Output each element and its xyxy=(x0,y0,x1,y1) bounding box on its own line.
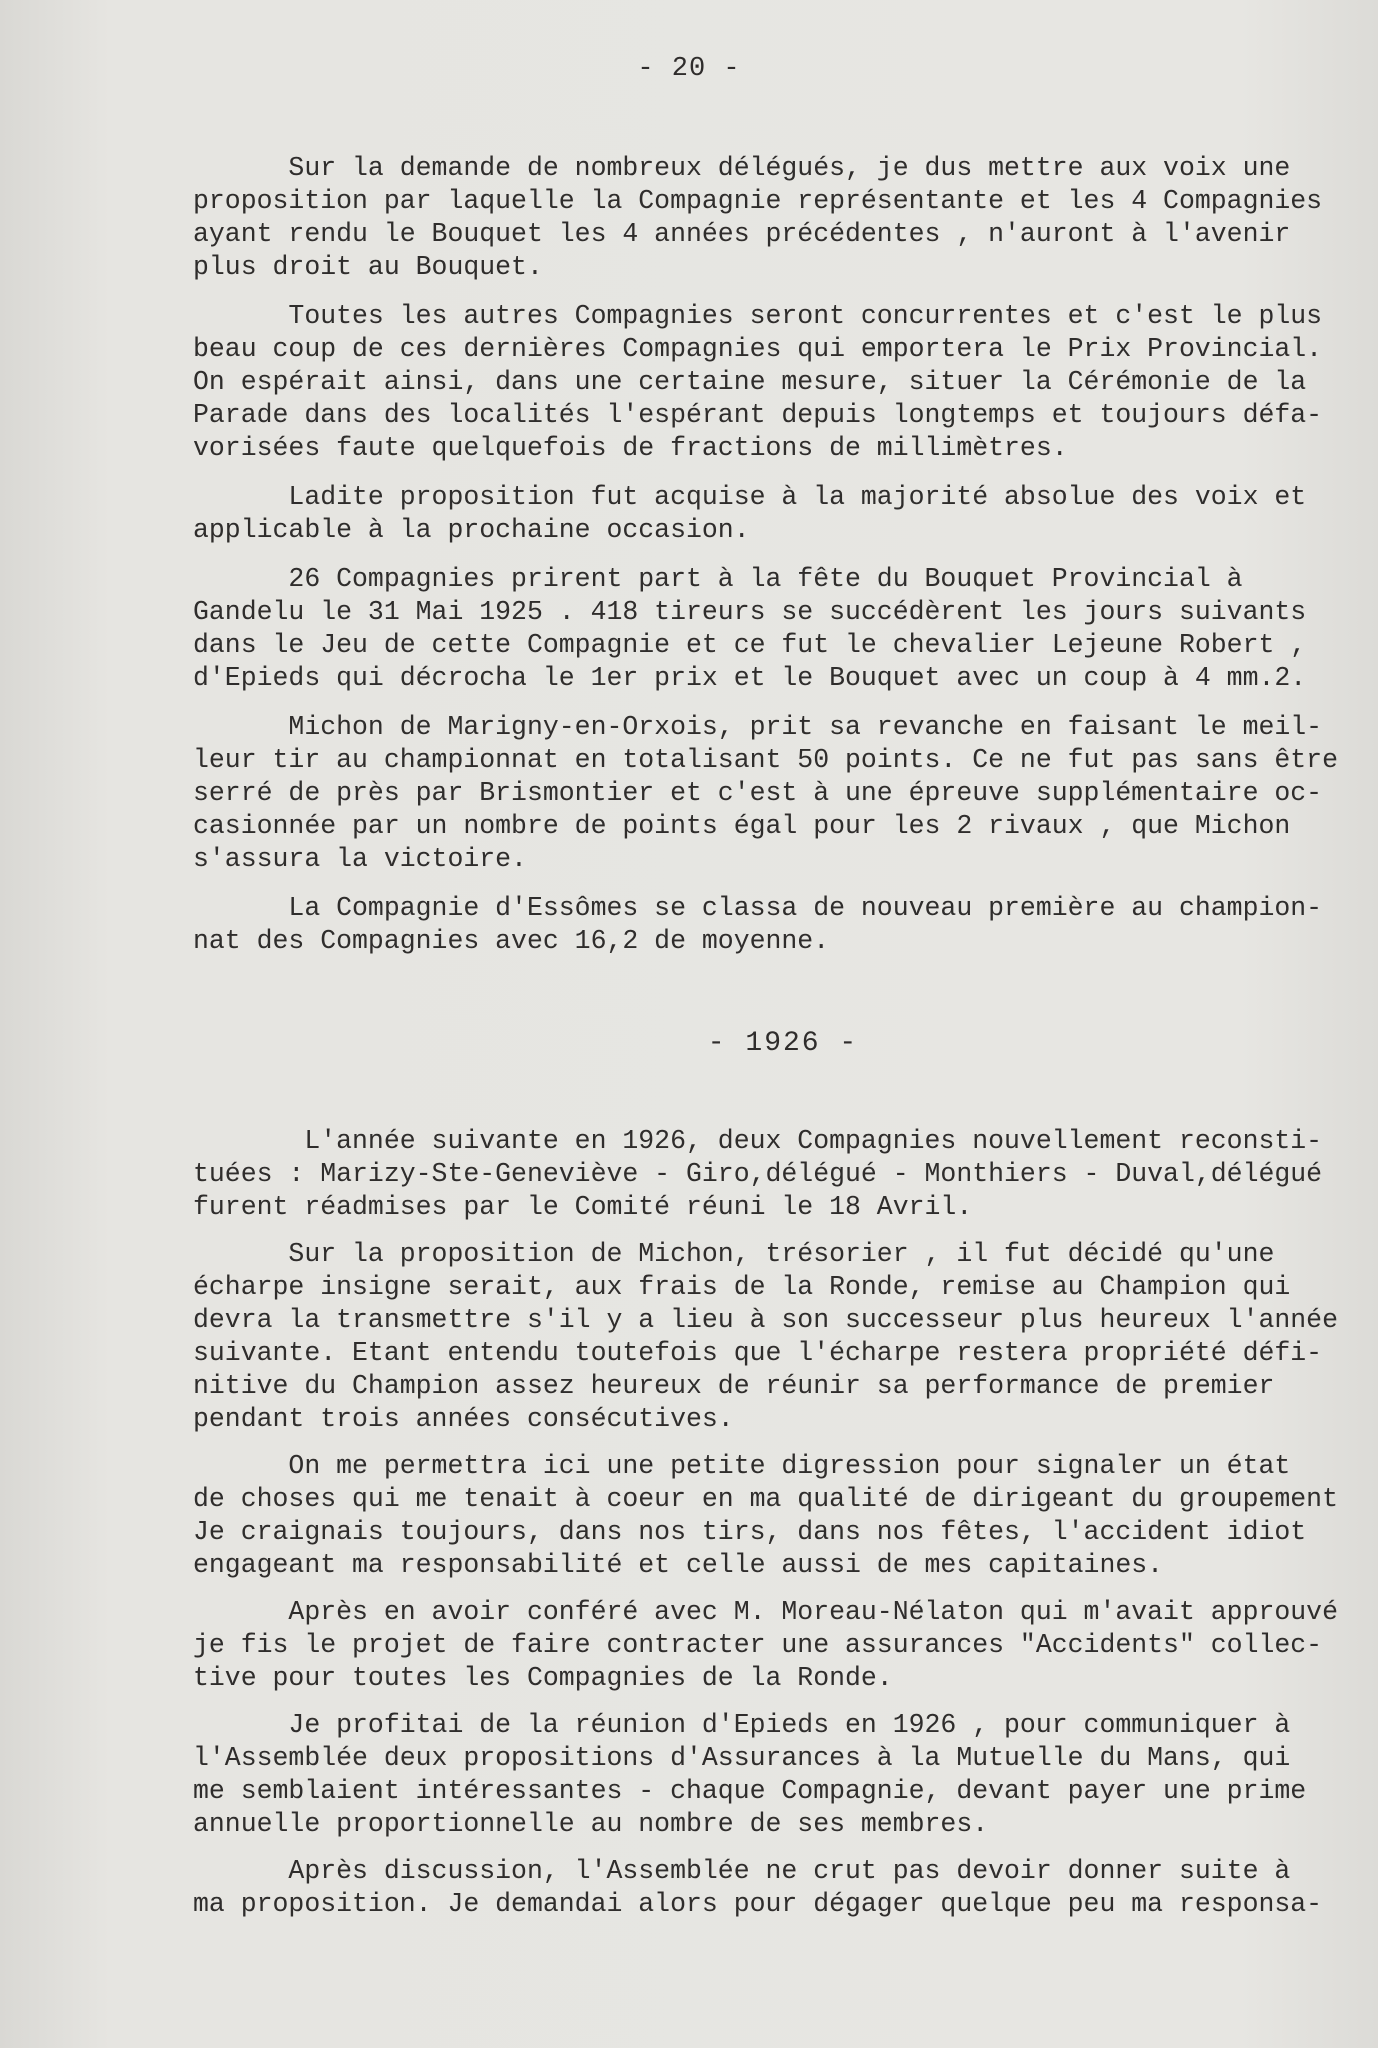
text-line: Gandelu le 31 Mai 1925 . 418 tireurs se succédèrent les jours suivants xyxy=(193,597,1307,627)
text-line: proposition par laquelle la Compagnie représentante et les 4 Compagnies xyxy=(193,186,1323,216)
section-1926 xyxy=(193,1125,1353,1921)
text-line: Michon de Marigny-en-Orxois, prit sa revanche en faisant le meil- xyxy=(193,712,1323,742)
text-line: On me permettra ici une petite digression pour signaler un état xyxy=(193,1451,1291,1481)
text-line: nat des Compagnies avec 16,2 de moyenne. xyxy=(193,926,830,956)
text-line: tive pour toutes les Compagnies de la Ronde. xyxy=(193,1663,893,1693)
text-line: beau coup de ces dernières Compagnies qui emportera le Prix Provincial. xyxy=(193,334,1323,364)
text-line: furent réadmises par le Comité réuni le 18 Avril. xyxy=(193,1192,973,1222)
text-line: Sur la proposition de Michon, trésorier , il fut décidé qu'une xyxy=(193,1239,1275,1269)
text-line: pendant trois années consécutives. xyxy=(193,1404,734,1434)
text-line: La Compagnie d'Essômes se classa de nouveau première au champion- xyxy=(193,893,1323,923)
text-line: de choses qui me tenait à coeur en ma qualité de dirigeant du groupement xyxy=(193,1484,1338,1514)
text-line: Après en avoir conféré avec M. Moreau-Nélaton qui m'avait approuvé xyxy=(193,1597,1338,1627)
text-line: l'Assemblée deux propositions d'Assurances à la Mutuelle du Mans, qui xyxy=(193,1743,1291,1773)
paragraph xyxy=(193,481,1353,547)
text-line: d'Epieds qui décrocha le 1er prix et le Bouquet avec un coup à 4 mm.2. xyxy=(193,663,1307,693)
text-line: écharpe insigne serait, aux frais de la Ronde, remise au Champion qui xyxy=(193,1272,1291,1302)
text-line: Ladite proposition fut acquise à la majorité absolue des voix et xyxy=(193,482,1307,512)
text-line: Je profitai de la réunion d'Epieds en 1926 , pour communiquer à xyxy=(193,1710,1291,1740)
text-line: Je craignais toujours, dans nos tirs, dans nos fêtes, l'accident idiot xyxy=(193,1517,1307,1547)
paragraph xyxy=(193,1450,1353,1582)
text-line: me semblaient intéressantes - chaque Compagnie, devant payer une prime xyxy=(193,1776,1307,1806)
paragraph xyxy=(193,152,1353,284)
text-line: plus droit au Bouquet. xyxy=(193,252,543,282)
text-line: Parade dans des localités l'espérant depuis longtemps et toujours défa- xyxy=(193,400,1323,430)
text-line: applicable à la prochaine occasion. xyxy=(193,515,750,545)
text-line: s'assura la victoire. xyxy=(193,844,527,874)
page-number: - 20 - xyxy=(637,54,741,84)
paragraph xyxy=(193,711,1353,876)
section-1925 xyxy=(193,152,1353,958)
text-line: tuées : Marizy-Ste-Geneviève - Giro,délégué - Monthiers - Duval,délégué xyxy=(193,1159,1323,1189)
paragraph xyxy=(193,1125,1353,1224)
text-line: nitive du Champion assez heureux de réunir sa performance de premier xyxy=(193,1371,1275,1401)
text-line: Sur la demande de nombreux délégués, je dus mettre aux voix une xyxy=(193,153,1291,183)
text-line: suivante. Etant entendu toutefois que l'écharpe restera propriété défi- xyxy=(193,1338,1323,1368)
text-line: On espérait ainsi, dans une certaine mesure, situer la Cérémonie de la xyxy=(193,367,1307,397)
paragraph xyxy=(193,892,1353,958)
page-content xyxy=(193,152,1353,1935)
text-line: L'année suivante en 1926, deux Compagnies nouvellement reconsti- xyxy=(193,1126,1323,1156)
section-heading-1926: - 1926 - xyxy=(707,1028,859,1059)
text-line: ayant rendu le Bouquet les 4 années précédentes , n'auront à l'avenir xyxy=(193,219,1291,249)
paragraph xyxy=(193,300,1353,465)
text-line: serré de près par Brismontier et c'est à une épreuve supplémentaire oc- xyxy=(193,778,1323,808)
text-line: 26 Compagnies prirent part à la fête du Bouquet Provincial à xyxy=(193,564,1243,594)
paragraph xyxy=(193,1855,1353,1921)
text-line: vorisées faute quelquefois de fractions de millimètres. xyxy=(193,433,1068,463)
text-line: casionnée par un nombre de points égal pour les 2 rivaux , que Michon xyxy=(193,811,1291,841)
text-line: dans le Jeu de cette Compagnie et ce fut le chevalier Lejeune Robert , xyxy=(193,630,1307,660)
paragraph xyxy=(193,1238,1353,1436)
paragraph xyxy=(193,563,1353,695)
text-line: Toutes les autres Compagnies seront concurrentes et c'est le plus xyxy=(193,301,1323,331)
text-line: engageant ma responsabilité et celle aussi de mes capitaines. xyxy=(193,1550,1164,1580)
text-line: devra la transmettre s'il y a lieu à son successeur plus heureux l'année xyxy=(193,1305,1338,1335)
text-line: leur tir au championnat en totalisant 50 points. Ce ne fut pas sans être xyxy=(193,745,1338,775)
text-line: Après discussion, l'Assemblée ne crut pas devoir donner suite à xyxy=(193,1856,1291,1886)
text-line: ma proposition. Je demandai alors pour dégager quelque peu ma responsa- xyxy=(193,1889,1323,1919)
paragraph xyxy=(193,1596,1353,1695)
text-line: je fis le projet de faire contracter une assurances "Accidents" collec- xyxy=(193,1630,1323,1660)
text-line: annuelle proportionnelle au nombre de ses membres. xyxy=(193,1809,989,1839)
paragraph xyxy=(193,1709,1353,1841)
